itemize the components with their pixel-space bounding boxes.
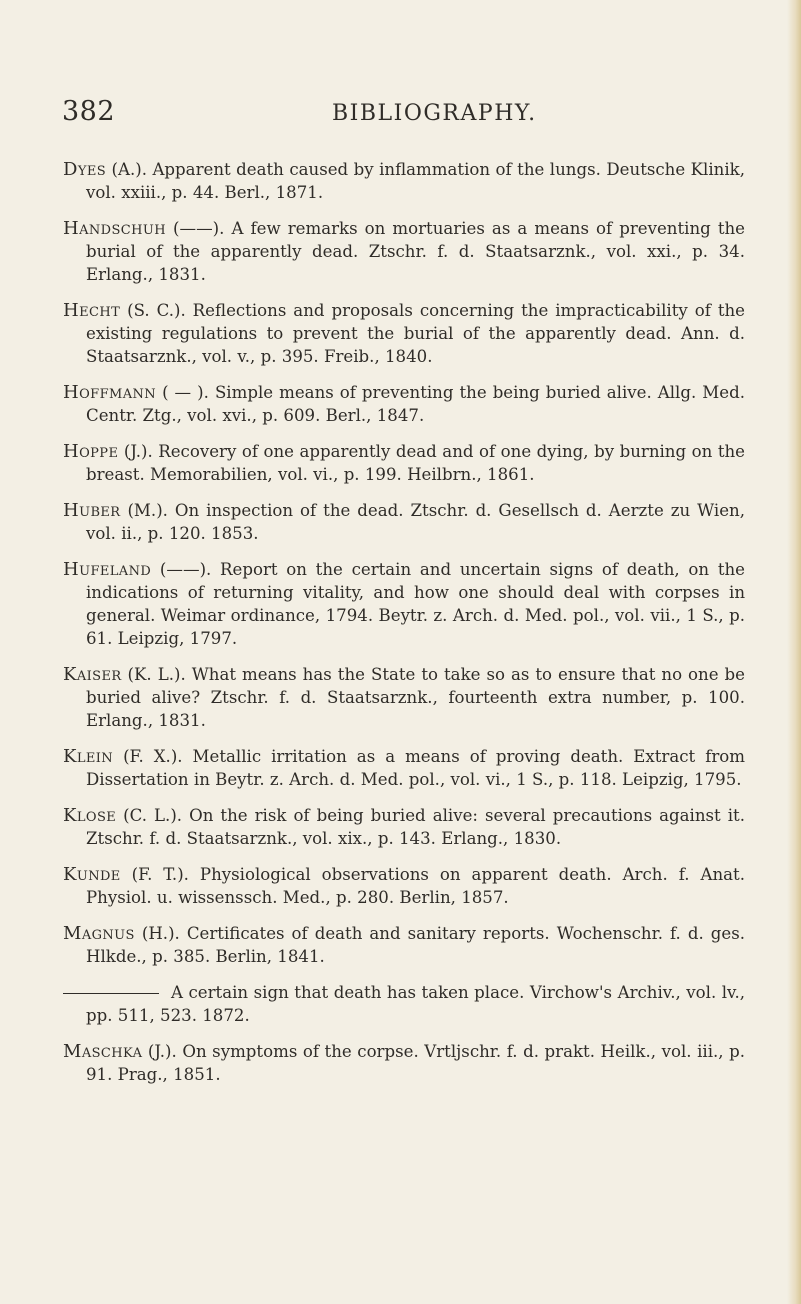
entry-author: Maschka	[63, 1041, 143, 1062]
entry-text: (J.). On symptoms of the corpse. Vrtljschr. f. d. prakt. Heilk., vol. iii., p. 91. Prag., 1851.	[86, 1042, 745, 1084]
entry-text: (F. T.). Physiological observations on apparent death. Arch. f. Anat. Physiol. u. wissenssch. Med., p. 280. Berlin, 1857.	[86, 865, 745, 907]
entry-author: Handschuh	[63, 218, 166, 239]
entry-text: (J.). Recovery of one apparently dead and of one dying, by burning on the breast. Memorabilien, vol. vi., p. 199. Heilbrn., 1861.	[86, 442, 745, 484]
page-header	[62, 96, 742, 136]
page-number: 382	[62, 96, 116, 127]
entry-author: Klose	[63, 805, 117, 826]
entry-author: Dyes	[63, 159, 107, 180]
entry-text: (F. X.). Metallic irritation as a means of proving death. Extract from Dissertation in Beytr. z. Arch. d. Med. pol., vol. vi., 1 S., p. 118. Leipzig, 1795.	[86, 747, 745, 789]
entry-text: (H.). Certificates of death and sanitary reports. Wochenschr. f. d. ges. Hlkde., p. 385. Berlin, 1841.	[86, 924, 745, 966]
entry-author: Kunde	[63, 864, 121, 885]
entry-text: (M.). On inspection of the dead. Ztschr. d. Gesellsch d. Aerzte zu Wien, vol. ii., p. 120. 1853.	[86, 501, 745, 543]
bibliography-entry	[63, 499, 745, 545]
bibliography-entry	[63, 558, 745, 650]
bibliography-entry	[63, 863, 745, 909]
entry-author: Magnus	[63, 923, 135, 944]
entry-text: ( — ). Simple means of preventing the being buried alive. Allg. Med. Centr. Ztg., vol. xvi., p. 609. Berl., 1847.	[86, 383, 745, 425]
entry-text: (A.). Apparent death caused by inflammation of the lungs. Deutsche Klinik, vol. xxiii., p. 44. Berl., 1871.	[86, 160, 745, 202]
bibliography-entry	[63, 922, 745, 968]
ditto-rule	[63, 993, 159, 994]
entry-text: (C. L.). On the risk of being buried alive: several precautions against it. Ztschr. f. d. Staatsarznk., vol. xix., p. 143. Erlang., 1830.	[86, 806, 745, 848]
bibliography-entry	[63, 381, 745, 427]
bibliography-list	[63, 158, 745, 1099]
bibliography-entry	[63, 745, 745, 791]
bibliography-entry	[63, 1040, 745, 1086]
running-head: BIBLIOGRAPHY.	[332, 101, 537, 126]
bibliography-entry	[63, 804, 745, 850]
entry-author: Kaiser	[63, 664, 122, 685]
entry-author: Hoppe	[63, 441, 119, 462]
bibliography-entry	[63, 299, 745, 368]
entry-text: (——). A few remarks on mortuaries as a means of preventing the burial of the apparently dead. Ztschr. f. d. Staatsarznk., vol. xxi., p. 34. Erlang., 1831.	[86, 219, 745, 284]
entry-text: (S. C.). Reflections and proposals concerning the impracticability of the existing regulations to prevent the burial of the apparently dead. Ann. d. Staatsarznk., vol. v., p. 395. Freib., 1840.	[86, 301, 745, 366]
bibliography-entry	[63, 217, 745, 286]
bibliography-entry	[63, 158, 745, 204]
entry-text: (——). Report on the certain and uncertain signs of death, on the indications of returning vitality, and how one should deal with corpses in general. Weimar ordinance, 1794. Beytr. z. Arch. d. Med. pol., vol. vii., 1 S., p. 61. Leipzig, 1797.	[86, 560, 745, 648]
entry-author: Huber	[63, 500, 121, 521]
bibliography-entry	[63, 440, 745, 486]
bibliography-entry	[63, 981, 745, 1027]
entry-author: Hecht	[63, 300, 121, 321]
entry-author: Hoffmann	[63, 382, 157, 403]
page-edge-shadow	[787, 0, 801, 1304]
entry-text: (K. L.). What means has the State to take so as to ensure that no one be buried alive? Ztschr. f. d. Staatsarznk., fourteenth extra number, p. 100. Erlang., 1831.	[86, 665, 745, 730]
entry-author: Klein	[63, 746, 114, 767]
bibliography-entry	[63, 663, 745, 732]
entry-author: Hufeland	[63, 559, 152, 580]
entry-text: A certain sign that death has taken place. Virchow's Archiv., vol. lv., pp. 511, 523. 1872.	[86, 983, 745, 1025]
